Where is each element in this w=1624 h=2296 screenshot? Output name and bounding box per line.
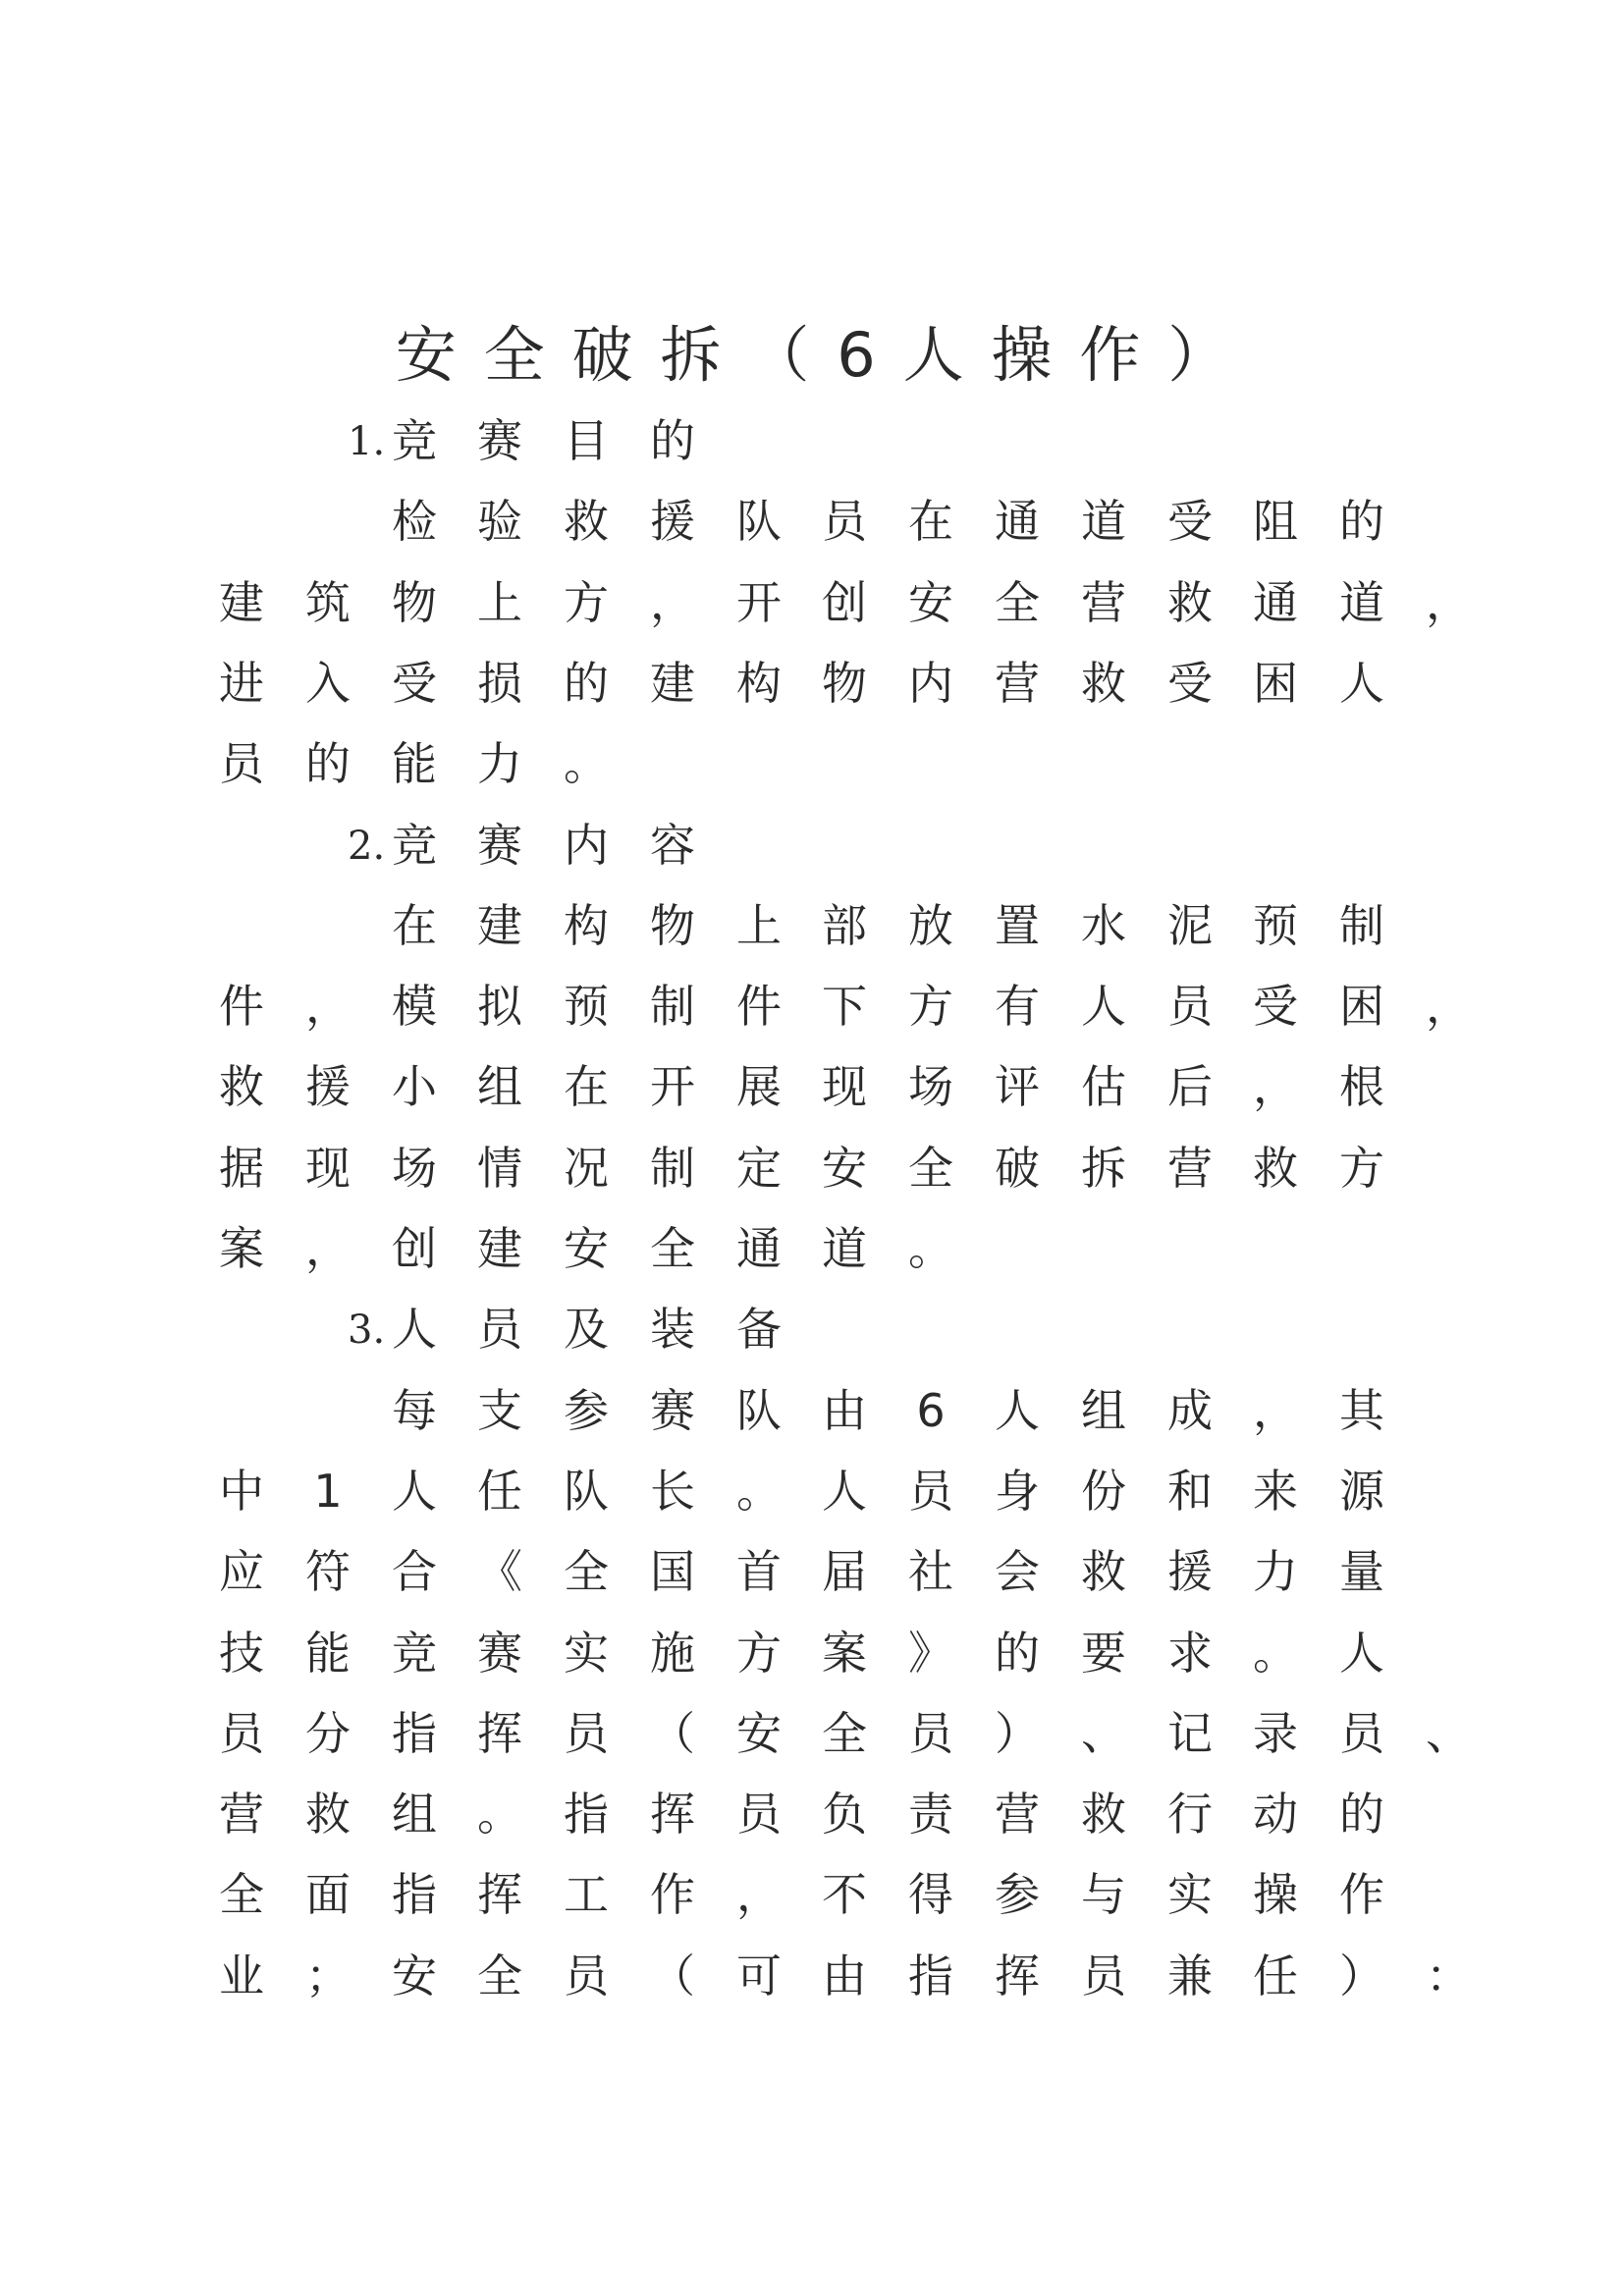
- paragraph-line: [0, 562, 1624, 643]
- paragraph-line: [0, 1693, 1624, 1774]
- text-char: 受: [392, 657, 437, 710]
- text-char: 兼: [1167, 1949, 1213, 2002]
- text-char: 救: [219, 1060, 264, 1113]
- text-char: 现: [822, 1060, 867, 1113]
- text-char: 入: [305, 657, 351, 710]
- text-char: ，: [736, 1868, 782, 1921]
- text-char: 员: [564, 1949, 609, 2002]
- section-heading: [0, 400, 1624, 481]
- text-char: 行: [1167, 1788, 1213, 1841]
- text-char: ，: [1426, 576, 1471, 629]
- text-char: ，: [650, 576, 695, 629]
- text-char: 物: [392, 576, 437, 629]
- text-char: 制: [650, 1142, 695, 1195]
- text-char: 受: [1167, 495, 1213, 548]
- text-char: ，: [1253, 1384, 1298, 1437]
- text-char: 备: [736, 1303, 782, 1356]
- text-char: 阻: [1253, 495, 1298, 548]
- text-char: ：: [1426, 1949, 1471, 2002]
- text-char: 方: [908, 980, 953, 1033]
- paragraph-line: [0, 643, 1624, 723]
- text-char: ）: [995, 1707, 1040, 1760]
- text-char: 安: [564, 1222, 609, 1275]
- text-char: 救: [1253, 1142, 1298, 1195]
- text-char: 检: [392, 495, 437, 548]
- text-char: ；: [305, 1949, 351, 2002]
- text-char: 支: [477, 1384, 522, 1437]
- paragraph-line: [0, 1451, 1624, 1531]
- text-char: 在: [564, 1060, 609, 1113]
- text-char: 救: [1081, 1545, 1126, 1598]
- text-char: 赛: [477, 819, 522, 872]
- paragraph-line: [0, 1774, 1624, 1854]
- text-char: 下: [822, 980, 867, 1033]
- text-char: 评: [995, 1060, 1040, 1113]
- text-char: 制: [650, 980, 695, 1033]
- text-char: 竞: [392, 819, 437, 872]
- text-char: 能: [305, 1627, 351, 1680]
- text-char: 挥: [995, 1949, 1040, 2002]
- text-char: 情: [477, 1142, 522, 1195]
- text-char: 份: [1081, 1465, 1126, 1518]
- text-char: 与: [1081, 1868, 1126, 1921]
- text-char: 任: [1253, 1949, 1298, 2002]
- text-char: 安: [736, 1707, 782, 1760]
- section-heading: [0, 805, 1624, 885]
- text-char: 验: [477, 495, 522, 548]
- text-char: 物: [822, 657, 867, 710]
- section-heading-number: 3.: [348, 1308, 386, 1353]
- paragraph-line: [0, 1128, 1624, 1208]
- text-char: 身: [995, 1465, 1040, 1518]
- text-char: 装: [650, 1303, 695, 1356]
- text-char: 实: [564, 1627, 609, 1680]
- text-char: 方: [1339, 1142, 1384, 1195]
- text-char: 道: [1339, 576, 1384, 629]
- text-char: 据: [219, 1142, 264, 1195]
- text-char: 队: [736, 1384, 782, 1437]
- text-char: 技: [219, 1627, 264, 1680]
- text-char: 量: [1339, 1545, 1384, 1598]
- section-heading-number: 2.: [348, 824, 386, 869]
- text-char: 营: [995, 657, 1040, 710]
- text-char: 员: [219, 737, 264, 790]
- text-char: 小: [392, 1060, 437, 1113]
- text-char: 定: [736, 1142, 782, 1195]
- text-char: 员: [1167, 980, 1213, 1033]
- text-char: 力: [1253, 1545, 1298, 1598]
- text-char: 指: [564, 1788, 609, 1841]
- text-char: 拟: [477, 980, 522, 1033]
- text-char: 的: [1339, 495, 1384, 548]
- text-char: 指: [392, 1707, 437, 1760]
- text-char: 的: [305, 737, 351, 790]
- text-char: 全: [908, 1142, 953, 1195]
- text-char: 。: [1253, 1627, 1298, 1680]
- text-char: 的: [564, 657, 609, 710]
- text-char: 在: [392, 899, 437, 952]
- text-char: 员: [908, 1465, 953, 1518]
- text-char: 后: [1167, 1060, 1213, 1113]
- text-char: ）: [1339, 1949, 1384, 2002]
- text-char: 员: [1081, 1949, 1126, 2002]
- text-char: 组: [1081, 1384, 1126, 1437]
- text-char: 首: [736, 1545, 782, 1598]
- text-char: 施: [650, 1627, 695, 1680]
- text-char: 及: [564, 1303, 609, 1356]
- text-char: 来: [1253, 1465, 1298, 1518]
- text-char: 指: [392, 1868, 437, 1921]
- text-char: ，: [305, 1222, 351, 1275]
- text-char: 救: [1167, 576, 1213, 629]
- text-char: 队: [736, 495, 782, 548]
- text-char: 参: [995, 1868, 1040, 1921]
- text-char: 建: [477, 899, 522, 952]
- text-char: 求: [1167, 1627, 1213, 1680]
- text-char: 救: [305, 1788, 351, 1841]
- text-char: 困: [1253, 657, 1298, 710]
- text-char: 损: [477, 657, 522, 710]
- text-char: 建: [477, 1222, 522, 1275]
- text-char: 动: [1253, 1788, 1298, 1841]
- text-char: 、: [1081, 1707, 1126, 1760]
- text-char: 成: [1167, 1384, 1213, 1437]
- text-char: 的: [995, 1627, 1040, 1680]
- text-char: 参: [564, 1384, 609, 1437]
- text-char: 社: [908, 1545, 953, 1598]
- text-char: 上: [477, 576, 522, 629]
- text-char: 全: [564, 1545, 609, 1598]
- text-char: 全: [822, 1707, 867, 1760]
- paragraph-line: [0, 1854, 1624, 1935]
- text-char: 届: [822, 1545, 867, 1598]
- text-char: 援: [650, 495, 695, 548]
- text-char: 受: [1167, 657, 1213, 710]
- text-char: 展: [736, 1060, 782, 1113]
- paragraph-line: [0, 966, 1624, 1046]
- text-char: 物: [650, 899, 695, 952]
- text-char: 员: [822, 495, 867, 548]
- text-char: 件: [736, 980, 782, 1033]
- text-char: 援: [1167, 1545, 1213, 1598]
- text-char: 筑: [305, 576, 351, 629]
- text-char: 和: [1167, 1465, 1213, 1518]
- text-char: 开: [736, 576, 782, 629]
- text-char: 组: [392, 1788, 437, 1841]
- text-char: 置: [995, 899, 1040, 952]
- text-char: 营: [219, 1788, 264, 1841]
- text-char: 道: [822, 1222, 867, 1275]
- text-char: 员: [564, 1707, 609, 1760]
- text-char: 人: [995, 1384, 1040, 1437]
- text-char: 会: [995, 1545, 1040, 1598]
- text-char: （: [650, 1707, 695, 1760]
- text-char: 。: [736, 1465, 782, 1518]
- text-char: 泥: [1167, 899, 1213, 952]
- text-char: 水: [1081, 899, 1126, 952]
- text-char: 中: [219, 1465, 264, 1518]
- text-char: 救: [564, 495, 609, 548]
- text-char: 目: [564, 414, 609, 467]
- text-char: 记: [1167, 1707, 1213, 1760]
- text-char: 得: [908, 1868, 953, 1921]
- paragraph-line: [0, 723, 1624, 804]
- text-char: 责: [908, 1788, 953, 1841]
- text-char: 员: [908, 1707, 953, 1760]
- text-char: 竞: [392, 1627, 437, 1680]
- text-char: 估: [1081, 1060, 1126, 1113]
- text-char: 容: [650, 819, 695, 872]
- text-char: 建: [219, 576, 264, 629]
- text-char: 组: [477, 1060, 522, 1113]
- text-char: 力: [477, 737, 522, 790]
- text-char: 作: [1339, 1868, 1384, 1921]
- text-char: 可: [736, 1949, 782, 2002]
- text-char: 。: [564, 737, 609, 790]
- paragraph-line: [0, 1208, 1624, 1289]
- text-char: 负: [822, 1788, 867, 1841]
- text-char: 竞: [392, 414, 437, 467]
- text-char: 工: [564, 1868, 609, 1921]
- text-char: 赛: [650, 1384, 695, 1437]
- text-char: 通: [995, 495, 1040, 548]
- text-char: 作: [650, 1868, 695, 1921]
- text-char: 现: [305, 1142, 351, 1195]
- text-char: 上: [736, 899, 782, 952]
- text-char: 放: [908, 899, 953, 952]
- text-char: 国: [650, 1545, 695, 1598]
- text-char: 要: [1081, 1627, 1126, 1680]
- text-char: 方: [736, 1627, 782, 1680]
- text-char: 、: [1426, 1707, 1471, 1760]
- text-char: 源: [1339, 1465, 1384, 1518]
- text-char: ，: [1253, 1060, 1298, 1113]
- text-char: 有: [995, 980, 1040, 1033]
- text-char: 录: [1253, 1707, 1298, 1760]
- text-char: 况: [564, 1142, 609, 1195]
- text-char: 符: [305, 1545, 351, 1598]
- text-char: 创: [822, 576, 867, 629]
- text-char: 员: [219, 1707, 264, 1760]
- document-title: 安全破拆（6人操作）: [395, 319, 1257, 391]
- text-char: 由: [822, 1949, 867, 2002]
- text-char: 人: [1081, 980, 1126, 1033]
- text-char: 的: [1339, 1788, 1384, 1841]
- text-char: 员: [736, 1788, 782, 1841]
- text-char: 道: [1081, 495, 1126, 548]
- text-char: 进: [219, 657, 264, 710]
- text-char: 挥: [650, 1788, 695, 1841]
- text-char: 建: [650, 657, 695, 710]
- text-char: 全: [219, 1868, 264, 1921]
- text-char: 安: [822, 1142, 867, 1195]
- text-char: 应: [219, 1545, 264, 1598]
- text-char: 6: [916, 1384, 946, 1437]
- text-char: 构: [736, 657, 782, 710]
- text-char: 破: [995, 1142, 1040, 1195]
- paragraph-line: [0, 1046, 1624, 1127]
- text-char: 人: [822, 1465, 867, 1518]
- paragraph-line: [0, 1613, 1624, 1693]
- text-char: 由: [822, 1384, 867, 1437]
- text-char: 营: [1081, 576, 1126, 629]
- text-char: 预: [1253, 899, 1298, 952]
- text-char: 员: [1339, 1707, 1384, 1760]
- paragraph-line: [0, 481, 1624, 561]
- text-char: 面: [305, 1868, 351, 1921]
- text-char: 困: [1339, 980, 1384, 1033]
- text-char: 挥: [477, 1707, 522, 1760]
- text-char: ，: [305, 980, 351, 1033]
- text-char: 场: [392, 1142, 437, 1195]
- text-char: 》: [908, 1627, 953, 1680]
- text-char: 营: [1167, 1142, 1213, 1195]
- section-heading: [0, 1289, 1624, 1369]
- text-char: 拆: [1081, 1142, 1126, 1195]
- text-char: 案: [822, 1627, 867, 1680]
- text-char: 。: [908, 1222, 953, 1275]
- paragraph-line: [0, 1936, 1624, 2016]
- text-char: 不: [822, 1868, 867, 1921]
- text-char: 人: [392, 1303, 437, 1356]
- text-char: 通: [1253, 576, 1298, 629]
- text-char: 营: [995, 1788, 1040, 1841]
- section-heading-number: 1.: [348, 419, 386, 464]
- text-char: 队: [564, 1465, 609, 1518]
- paragraph-line: [0, 1531, 1624, 1612]
- text-char: 的: [650, 414, 695, 467]
- text-char: ，: [1426, 980, 1471, 1033]
- text-char: 安: [392, 1949, 437, 2002]
- text-char: 全: [995, 576, 1040, 629]
- text-char: 能: [392, 737, 437, 790]
- text-char: 每: [392, 1384, 437, 1437]
- text-char: 人: [1339, 657, 1384, 710]
- text-char: 赛: [477, 1627, 522, 1680]
- text-char: 业: [219, 1949, 264, 2002]
- text-char: 救: [1081, 657, 1126, 710]
- text-char: 场: [908, 1060, 953, 1113]
- text-char: 挥: [477, 1868, 522, 1921]
- text-char: 赛: [477, 414, 522, 467]
- text-char: 预: [564, 980, 609, 1033]
- text-char: 全: [477, 1949, 522, 2002]
- text-char: 开: [650, 1060, 695, 1113]
- text-char: 操: [1253, 1868, 1298, 1921]
- paragraph-line: [0, 885, 1624, 966]
- text-char: 任: [477, 1465, 522, 1518]
- text-char: 构: [564, 899, 609, 952]
- text-char: 合: [392, 1545, 437, 1598]
- text-char: 通: [736, 1222, 782, 1275]
- paragraph-line: [0, 1370, 1624, 1451]
- text-char: 根: [1339, 1060, 1384, 1113]
- text-char: 长: [650, 1465, 695, 1518]
- text-char: 件: [219, 980, 264, 1033]
- text-char: 人: [392, 1465, 437, 1518]
- text-char: 内: [564, 819, 609, 872]
- text-char: 。: [477, 1788, 522, 1841]
- text-char: 全: [650, 1222, 695, 1275]
- text-char: 内: [908, 657, 953, 710]
- text-char: 指: [908, 1949, 953, 2002]
- text-char: 《: [477, 1545, 522, 1598]
- text-char: 救: [1081, 1788, 1126, 1841]
- text-char: 制: [1339, 899, 1384, 952]
- text-char: 方: [564, 576, 609, 629]
- text-char: 在: [908, 495, 953, 548]
- text-char: 创: [392, 1222, 437, 1275]
- text-char: （: [650, 1949, 695, 2002]
- text-char: 其: [1339, 1384, 1384, 1437]
- text-char: 案: [219, 1222, 264, 1275]
- text-char: 受: [1253, 980, 1298, 1033]
- text-char: 实: [1167, 1868, 1213, 1921]
- text-char: 援: [305, 1060, 351, 1113]
- text-char: 分: [305, 1707, 351, 1760]
- text-char: 模: [392, 980, 437, 1033]
- text-char: 1: [313, 1465, 343, 1518]
- text-char: 人: [1339, 1627, 1384, 1680]
- text-char: 部: [822, 899, 867, 952]
- text-char: 安: [908, 576, 953, 629]
- text-char: 员: [477, 1303, 522, 1356]
